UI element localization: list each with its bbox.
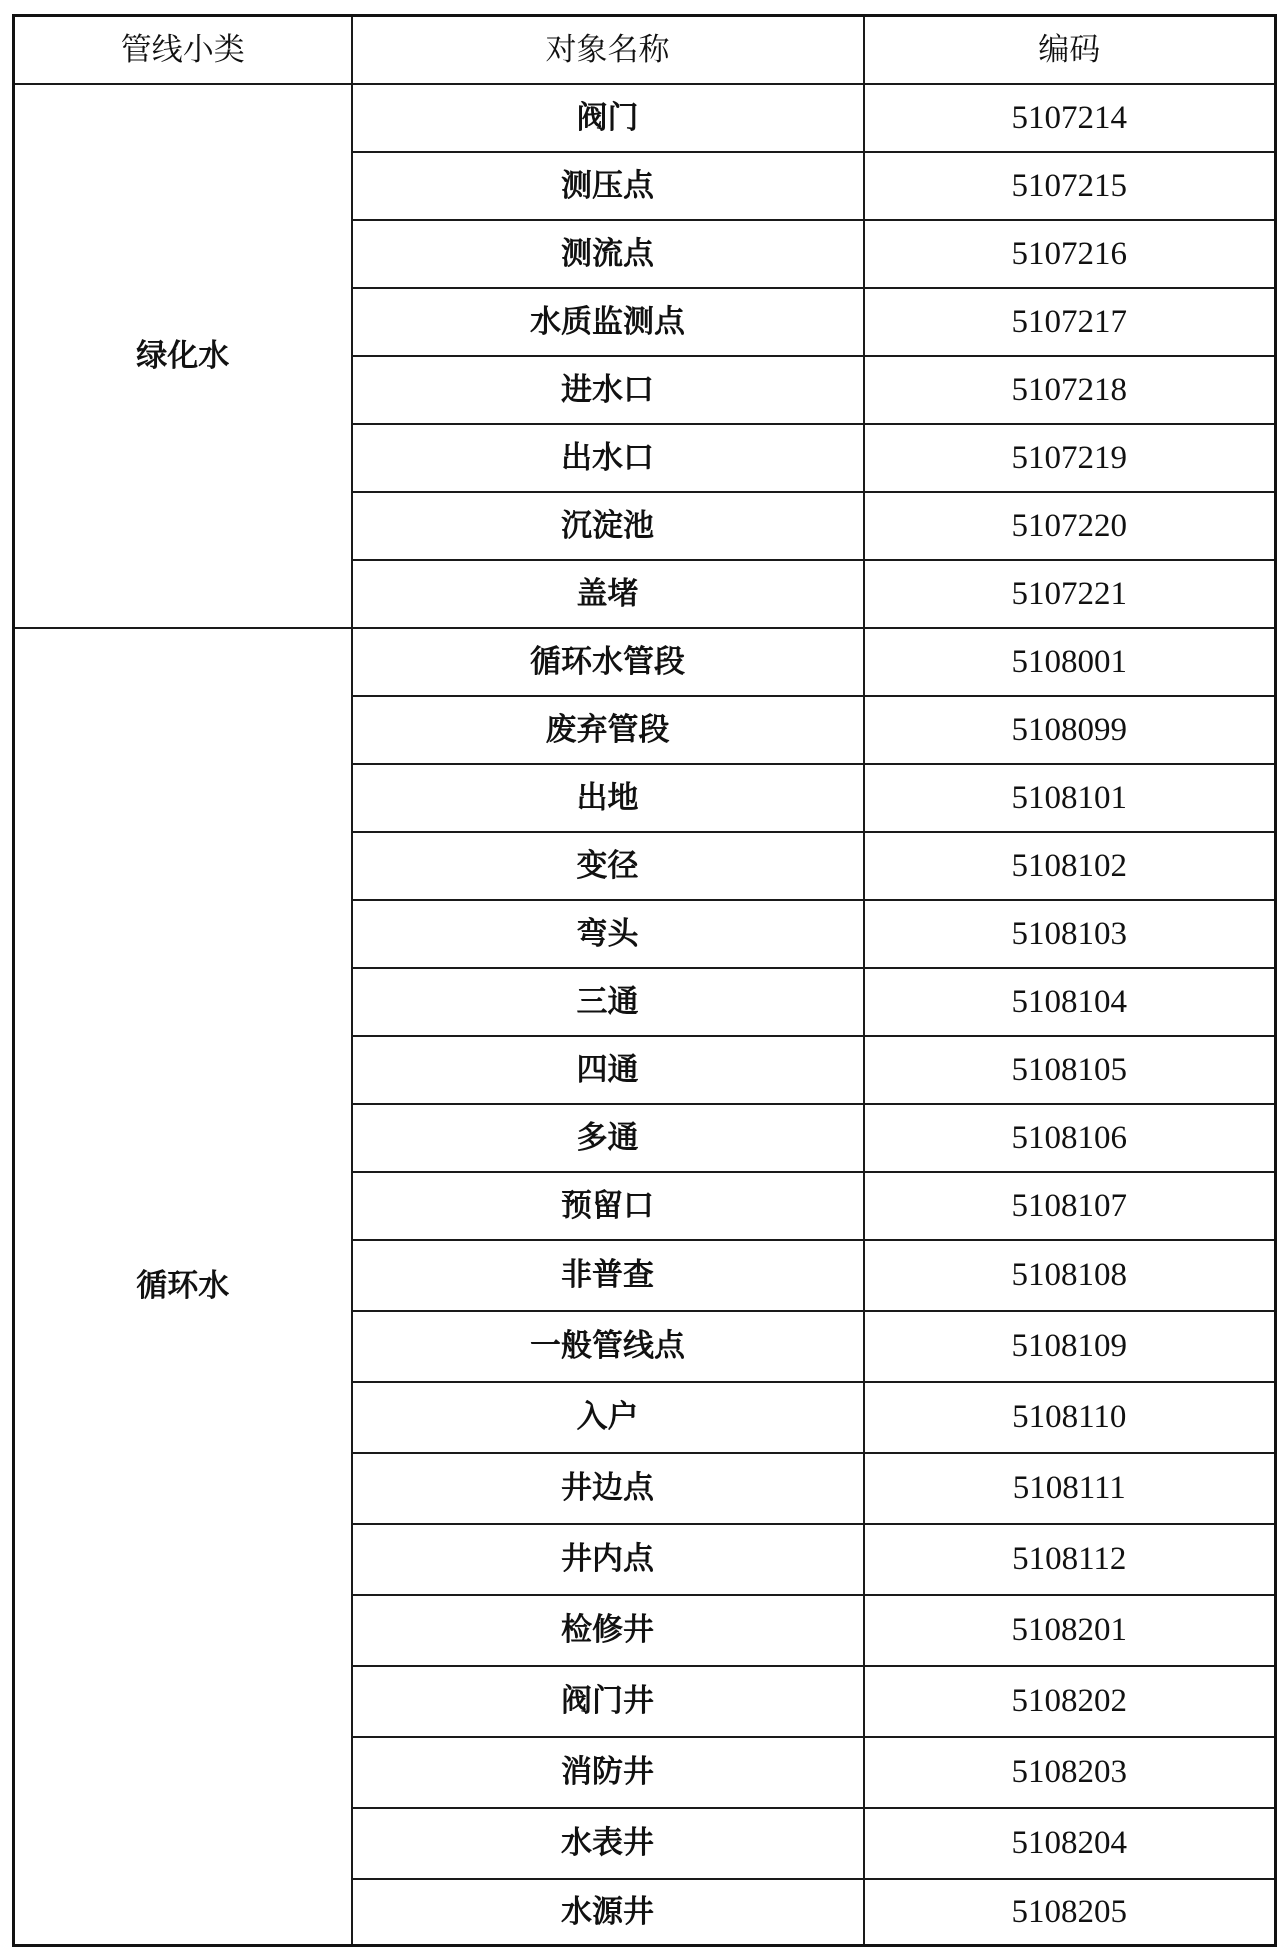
code-cell: 5107221 (864, 560, 1276, 628)
code-cell: 5108109 (864, 1311, 1276, 1382)
object-name-cell: 非普查 (352, 1240, 864, 1311)
object-name-cell: 检修井 (352, 1595, 864, 1666)
code-cell: 5107214 (864, 84, 1276, 152)
code-cell: 5107218 (864, 356, 1276, 424)
object-name-cell: 阀门 (352, 84, 864, 152)
code-cell: 5108112 (864, 1524, 1276, 1595)
code-cell: 5108101 (864, 764, 1276, 832)
object-name-cell: 进水口 (352, 356, 864, 424)
code-cell: 5108202 (864, 1666, 1276, 1737)
object-name-cell: 水质监测点 (352, 288, 864, 356)
code-cell: 5108103 (864, 900, 1276, 968)
pipeline-code-table (12, 14, 1277, 1947)
category-cell: 循环水 (14, 628, 352, 1946)
object-name-cell: 水表井 (352, 1808, 864, 1879)
table-row (14, 628, 1276, 696)
code-cell: 5108106 (864, 1104, 1276, 1172)
code-cell: 5108105 (864, 1036, 1276, 1104)
object-name-cell: 沉淀池 (352, 492, 864, 560)
object-name-cell: 井边点 (352, 1453, 864, 1524)
header-code: 编码 (864, 16, 1276, 85)
object-name-cell: 多通 (352, 1104, 864, 1172)
code-cell: 5108110 (864, 1382, 1276, 1453)
code-cell: 5108099 (864, 696, 1276, 764)
object-name-cell: 循环水管段 (352, 628, 864, 696)
code-cell: 5108108 (864, 1240, 1276, 1311)
header-object-name: 对象名称 (352, 16, 864, 85)
code-cell: 5108107 (864, 1172, 1276, 1240)
code-cell: 5108205 (864, 1879, 1276, 1946)
code-cell: 5108203 (864, 1737, 1276, 1808)
header-category: 管线小类 (14, 16, 352, 85)
object-name-cell: 阀门井 (352, 1666, 864, 1737)
category-cell: 绿化水 (14, 84, 352, 628)
code-cell: 5108104 (864, 968, 1276, 1036)
object-name-cell: 出水口 (352, 424, 864, 492)
object-name-cell: 出地 (352, 764, 864, 832)
code-cell: 5108102 (864, 832, 1276, 900)
code-cell: 5108111 (864, 1453, 1276, 1524)
code-cell: 5108201 (864, 1595, 1276, 1666)
object-name-cell: 井内点 (352, 1524, 864, 1595)
object-name-cell: 弯头 (352, 900, 864, 968)
object-name-cell: 水源井 (352, 1879, 864, 1946)
code-cell: 5107215 (864, 152, 1276, 220)
object-name-cell: 一般管线点 (352, 1311, 864, 1382)
object-name-cell: 消防井 (352, 1737, 864, 1808)
object-name-cell: 入户 (352, 1382, 864, 1453)
object-name-cell: 四通 (352, 1036, 864, 1104)
code-cell: 5107220 (864, 492, 1276, 560)
table-row (14, 84, 1276, 152)
object-name-cell: 预留口 (352, 1172, 864, 1240)
object-name-cell: 测流点 (352, 220, 864, 288)
code-cell: 5108204 (864, 1808, 1276, 1879)
object-name-cell: 三通 (352, 968, 864, 1036)
code-cell: 5107216 (864, 220, 1276, 288)
object-name-cell: 盖堵 (352, 560, 864, 628)
document-page (12, 14, 1274, 1947)
table-header-row (14, 16, 1276, 85)
object-name-cell: 变径 (352, 832, 864, 900)
code-cell: 5107217 (864, 288, 1276, 356)
code-cell: 5108001 (864, 628, 1276, 696)
code-cell: 5107219 (864, 424, 1276, 492)
object-name-cell: 废弃管段 (352, 696, 864, 764)
object-name-cell: 测压点 (352, 152, 864, 220)
